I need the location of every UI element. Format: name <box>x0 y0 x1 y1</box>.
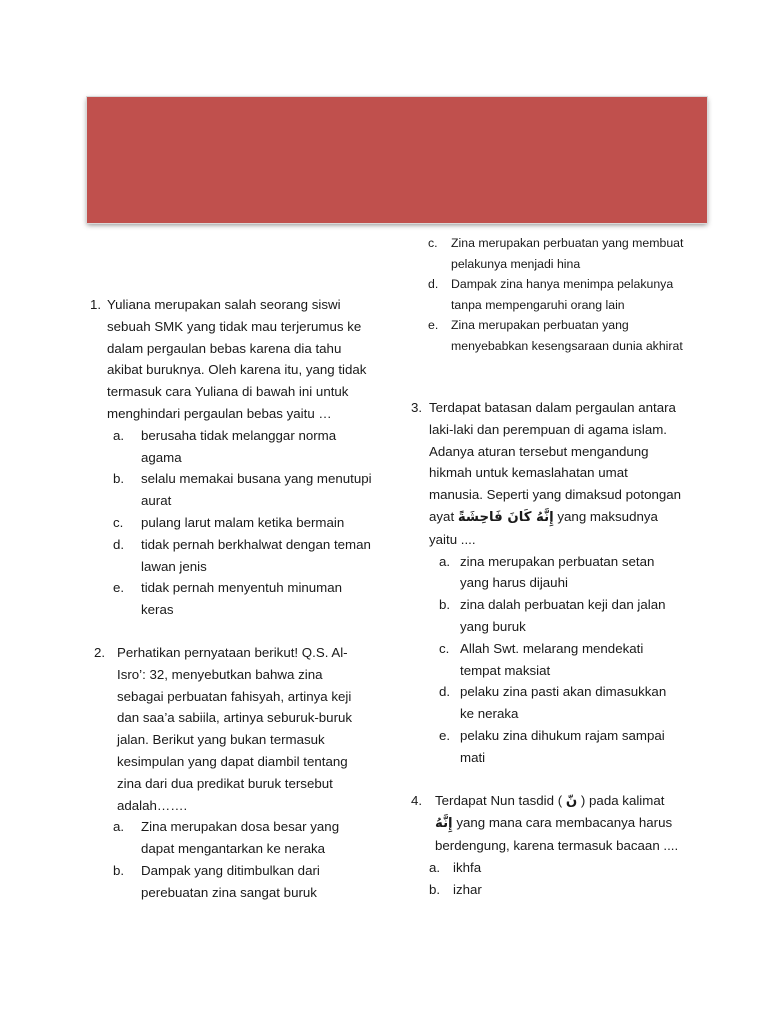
option-e[interactable]: e. pelaku zina dihukum rajam sampai mati <box>439 727 665 765</box>
option-e[interactable]: e. tidak pernah menyentuh minuman keras <box>113 580 343 618</box>
question-2 <box>94 642 372 816</box>
question-1-options <box>90 425 372 621</box>
option-d[interactable]: d. pelaku zina pasti akan dimasukkan ke neraka <box>439 684 667 722</box>
question-3-options <box>411 551 683 769</box>
option-text: Dampak zina hanya menimpa pelakunya tanpa mempengaruhi orang lain <box>451 277 674 312</box>
option-text: Allah Swt. melarang mendekati tempat maksiat <box>460 640 644 678</box>
option-a[interactable]: a. berusaha tidak melanggar norma agama <box>113 427 337 465</box>
option-b[interactable]: b. izhar <box>429 881 482 897</box>
right-column <box>411 397 683 901</box>
option-c[interactable]: c. Allah Swt. melarang mendekati tempat maksiat <box>439 640 644 678</box>
option-b[interactable]: b. selalu memakai busana yang menutupi aurat <box>113 471 372 509</box>
question-text: Terdapat batasan dalam pergaulan antara laki-laki dan perempuan di agama islam. Adanya aturan tersebut mengandung hikmah untuk kemaslahatan umat manusia. Seperti yang dimaksud potongan ayat <box>429 400 682 524</box>
question-4 <box>411 790 683 857</box>
option-a[interactable]: a. zina merupakan perbuatan setan yang harus dijauhi <box>439 553 655 591</box>
arabic-word: إِنَّهُ <box>435 816 453 832</box>
option-text: pelaku zina pasti akan dimasukkan ke neraka <box>460 684 667 722</box>
question-text-end: yang mana cara membacanya harus berdengung, karena termasuk bacaan .... <box>435 815 679 854</box>
option-text: pulang larut malam ketika bermain <box>141 514 345 530</box>
question-1 <box>90 294 372 425</box>
option-b[interactable]: b. Dampak yang ditimbulkan dari perebuatan zina sangat buruk <box>113 862 320 900</box>
option-text: berusaha tidak melanggar norma agama <box>141 427 337 465</box>
option-text: Zina merupakan perbuatan yang membuat pelakunya menjadi hina <box>451 236 684 271</box>
option-c[interactable]: c. Zina merupakan perbuatan yang membuat pelakunya menjadi hina <box>428 236 684 271</box>
question-text: Perhatikan pernyataan berikut! Q.S. Al-Isro’: 32, menyebutkan bahwa zina sebagai perbuatan fahisyah, artinya keji dan saa’a sabiila, artinya seburuk-buruk jalan. Berikut yang bukan termasuk kesimpulan yang dapat diambil tentang zina dari dua predikat buruk tersebut adalah……. <box>117 644 353 813</box>
option-text: selalu memakai busana yang menutupi aurat <box>141 471 372 509</box>
header-banner <box>87 97 707 223</box>
option-d[interactable]: d. Dampak zina hanya menimpa pelakunya tanpa mempengaruhi orang lain <box>428 277 674 312</box>
question-2-options <box>90 816 372 903</box>
question-number: 1. <box>90 297 102 312</box>
question-text-end: yang maksudnya yaitu .... <box>429 508 658 547</box>
option-text: zina merupakan perbuatan setan yang harus dijauhi <box>460 553 655 591</box>
option-text: tidak pernah menyentuh minuman keras <box>141 580 343 618</box>
option-text: zina dalah perbuatan keji dan jalan yang buruk <box>460 597 666 634</box>
question-text-mid: ) pada kalimat <box>580 792 665 808</box>
question-text: Yuliana merupakan salah seorang siswi sebuah SMK yang tidak mau terjerumus ke dalam pergaulan bebas karena dia tahu akibat buruknya. Oleh karena itu, yang tidak termasuk cara Yuliana di bawah ini untuk menghindari pergaulan bebas yaitu … <box>107 297 367 421</box>
arabic-verse: إِنَّهُ كَانَ فَاحِشَةً <box>457 509 554 525</box>
option-d[interactable]: d. tidak pernah berkhalwat dengan teman lawan jenis <box>113 536 371 574</box>
option-a[interactable]: a. ikhfa <box>429 859 482 875</box>
option-e[interactable]: e. Zina merupakan perbuatan yang menyebabkan kesengsaraan dunia akhirat <box>428 318 683 353</box>
question-4-options <box>411 857 683 901</box>
option-b[interactable]: b. zina dalah perbuatan keji dan jalan yang buruk <box>439 597 666 634</box>
option-text: tidak pernah berkhalwat dengan teman lawan jenis <box>141 536 371 574</box>
option-text: pelaku zina dihukum rajam sampai mati <box>460 727 665 765</box>
question-text: Terdapat Nun tasdid ( <box>435 792 563 808</box>
option-a[interactable]: a. Zina merupakan dosa besar yang dapat mengantarkan ke neraka <box>113 819 340 857</box>
q2-continued <box>428 233 684 357</box>
option-text: Dampak yang ditimbulkan dari perebuatan zina sangat buruk <box>141 862 320 900</box>
option-text: ikhfa <box>453 859 482 875</box>
nun-tasydid: نّ <box>565 793 578 809</box>
left-column <box>90 294 372 904</box>
question-number: 3. <box>411 400 423 415</box>
option-c[interactable]: c. pulang larut malam ketika bermain <box>113 514 345 530</box>
question-number: 4. <box>411 792 423 808</box>
option-text: Zina merupakan dosa besar yang dapat mengantarkan ke neraka <box>141 819 340 857</box>
question-3 <box>411 397 683 551</box>
option-text: Zina merupakan perbuatan yang menyebabkan kesengsaraan dunia akhirat <box>451 318 683 353</box>
question-number: 2. <box>94 644 106 660</box>
option-text: izhar <box>453 881 482 897</box>
